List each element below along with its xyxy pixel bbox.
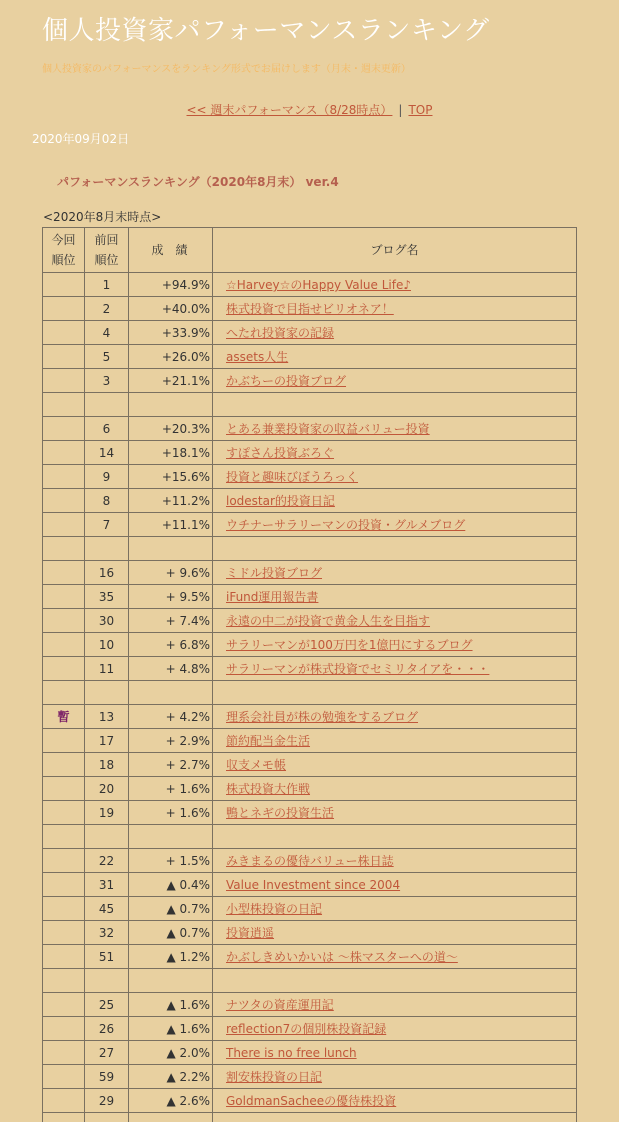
performance-cell bbox=[129, 945, 213, 969]
blog-name-cell bbox=[213, 1017, 577, 1041]
performance-value: + 6.8% bbox=[165, 637, 210, 652]
spacer-cell bbox=[129, 969, 213, 993]
blog-name-cell bbox=[213, 777, 577, 801]
current-rank-cell bbox=[43, 633, 85, 657]
previous-rank-cell: 29 bbox=[85, 1089, 129, 1113]
table-row bbox=[43, 873, 577, 897]
blog-link[interactable]: ミドル投資ブログ bbox=[226, 566, 323, 580]
table-row bbox=[43, 897, 577, 921]
current-rank-cell bbox=[43, 945, 85, 969]
blog-link[interactable]: 投資逍遥 bbox=[226, 926, 275, 940]
table-row bbox=[43, 921, 577, 945]
blog-name-cell bbox=[213, 513, 577, 537]
performance-value: + 4.2% bbox=[165, 709, 210, 724]
table-row bbox=[43, 369, 577, 393]
current-rank-cell bbox=[43, 1089, 85, 1113]
previous-rank-cell: 16 bbox=[85, 561, 129, 585]
blog-name-cell bbox=[213, 753, 577, 777]
current-rank-cell bbox=[43, 465, 85, 489]
nav-separator: | bbox=[398, 103, 403, 117]
performance-value: +11.1% bbox=[161, 517, 210, 532]
top-link[interactable]: TOP bbox=[408, 103, 433, 117]
table-row bbox=[43, 945, 577, 969]
performance-value: + 1.6% bbox=[165, 805, 210, 820]
blog-name-cell bbox=[213, 729, 577, 753]
blog-link[interactable]: かぶちーの投資ブログ bbox=[226, 374, 347, 388]
current-rank-cell bbox=[43, 1017, 85, 1041]
performance-cell bbox=[129, 849, 213, 873]
header-result-label: 成 績 bbox=[151, 243, 188, 257]
performance-cell bbox=[129, 489, 213, 513]
site-subtitle: 個人投資家のパフォーマンスをランキング形式でお届けします（月末・週末更新） bbox=[42, 64, 411, 75]
previous-rank-cell: 4 bbox=[85, 321, 129, 345]
spacer-cell bbox=[43, 393, 85, 417]
header-previous-rank-label: 前回 順位 bbox=[94, 233, 119, 267]
section-title: パフォーマンスランキング（2020年8月末） ver.4 bbox=[57, 175, 339, 189]
performance-cell bbox=[129, 321, 213, 345]
performance-cell bbox=[129, 1017, 213, 1041]
blog-name-cell bbox=[213, 633, 577, 657]
blog-link[interactable]: へたれ投資家の記録 bbox=[226, 326, 335, 340]
performance-cell bbox=[129, 273, 213, 297]
current-rank-cell bbox=[43, 801, 85, 825]
blog-link[interactable]: サラリーマンが100万円を1億円にするブログ bbox=[226, 638, 473, 652]
spacer-cell bbox=[43, 825, 85, 849]
performance-cell bbox=[129, 873, 213, 897]
previous-rank-cell: 14 bbox=[85, 441, 129, 465]
previous-rank-cell: 20 bbox=[85, 777, 129, 801]
table-row bbox=[43, 345, 577, 369]
current-rank-cell bbox=[43, 585, 85, 609]
table-spacer-row bbox=[43, 1113, 577, 1122]
as-of-date: <2020年8月末時点> bbox=[43, 210, 162, 224]
spacer-cell bbox=[129, 681, 213, 705]
current-rank-cell bbox=[43, 729, 85, 753]
blog-name-cell bbox=[213, 1041, 577, 1065]
table-row bbox=[43, 465, 577, 489]
table-header-row bbox=[43, 228, 577, 273]
performance-cell bbox=[129, 561, 213, 585]
site-title[interactable]: 個人投資家パフォーマンスランキング bbox=[42, 16, 490, 46]
current-rank-cell bbox=[43, 369, 85, 393]
blog-link[interactable]: lodestar的投資日記 bbox=[226, 494, 335, 508]
blog-name-cell bbox=[213, 465, 577, 489]
blog-name-cell bbox=[213, 849, 577, 873]
performance-cell bbox=[129, 465, 213, 489]
blog-link[interactable]: 収支メモ帳 bbox=[226, 758, 287, 772]
current-rank-cell bbox=[43, 993, 85, 1017]
performance-cell bbox=[129, 417, 213, 441]
previous-rank-cell: 5 bbox=[85, 345, 129, 369]
spacer-cell bbox=[85, 1113, 129, 1122]
table-spacer-row bbox=[43, 825, 577, 849]
header-result bbox=[129, 228, 213, 273]
performance-cell bbox=[129, 369, 213, 393]
blog-link[interactable]: iFund運用報告書 bbox=[226, 590, 319, 604]
performance-cell bbox=[129, 609, 213, 633]
performance-cell bbox=[129, 801, 213, 825]
previous-rank-cell: 18 bbox=[85, 753, 129, 777]
blog-name-cell bbox=[213, 609, 577, 633]
performance-cell bbox=[129, 897, 213, 921]
spacer-cell bbox=[85, 537, 129, 561]
blog-name-cell bbox=[213, 369, 577, 393]
performance-cell bbox=[129, 993, 213, 1017]
blog-name-cell bbox=[213, 345, 577, 369]
performance-cell bbox=[129, 1089, 213, 1113]
header-blog-name bbox=[213, 228, 577, 273]
performance-value: ▲ 2.6% bbox=[166, 1093, 210, 1108]
performance-value: ▲ 1.6% bbox=[166, 997, 210, 1012]
blog-link[interactable]: ウチナーサラリーマンの投資・グルメブログ bbox=[226, 518, 466, 532]
blog-link[interactable]: とある兼業投資家の収益バリュー投資 bbox=[226, 422, 430, 436]
spacer-cell bbox=[129, 1113, 213, 1122]
table-row bbox=[43, 705, 577, 729]
performance-value: +15.6% bbox=[161, 469, 210, 484]
blog-name-cell bbox=[213, 585, 577, 609]
header-current-rank bbox=[43, 228, 85, 273]
header-previous-rank bbox=[85, 228, 129, 273]
blog-name-cell bbox=[213, 657, 577, 681]
previous-rank-cell: 17 bbox=[85, 729, 129, 753]
previous-rank-cell: 59 bbox=[85, 1065, 129, 1089]
current-rank-cell bbox=[43, 1041, 85, 1065]
header-blog-name-label: ブログ名 bbox=[370, 243, 419, 257]
performance-cell bbox=[129, 345, 213, 369]
performance-value: ▲ 0.7% bbox=[166, 901, 210, 916]
performance-value: ▲ 2.2% bbox=[166, 1069, 210, 1084]
previous-rank-cell: 51 bbox=[85, 945, 129, 969]
previous-rank-cell: 8 bbox=[85, 489, 129, 513]
current-rank-cell bbox=[43, 777, 85, 801]
performance-value: +11.2% bbox=[161, 493, 210, 508]
performance-value: + 7.4% bbox=[165, 613, 210, 628]
current-rank-cell bbox=[43, 753, 85, 777]
performance-value: +18.1% bbox=[161, 445, 210, 460]
table-row bbox=[43, 273, 577, 297]
performance-cell bbox=[129, 1065, 213, 1089]
spacer-cell bbox=[43, 1113, 85, 1122]
blog-link[interactable]: Value Investment since 2004 bbox=[226, 877, 401, 892]
current-rank-cell bbox=[43, 297, 85, 321]
table-row bbox=[43, 1065, 577, 1089]
spacer-cell bbox=[85, 969, 129, 993]
blog-name-cell bbox=[213, 801, 577, 825]
blog-name-cell bbox=[213, 873, 577, 897]
performance-value: +40.0% bbox=[161, 301, 210, 316]
previous-rank-cell: 11 bbox=[85, 657, 129, 681]
blog-name-cell bbox=[213, 561, 577, 585]
spacer-cell bbox=[213, 537, 577, 561]
spacer-cell bbox=[213, 969, 577, 993]
blog-link[interactable]: 永遠の中二が投資で黄金人生を目指す bbox=[226, 614, 431, 628]
table-row bbox=[43, 849, 577, 873]
performance-value: +20.3% bbox=[161, 421, 210, 436]
table-row bbox=[43, 513, 577, 537]
performance-value: +33.9% bbox=[161, 325, 210, 340]
blog-name-cell bbox=[213, 1065, 577, 1089]
current-rank-cell bbox=[43, 705, 85, 729]
blog-link[interactable]: 株式投資で目指せビリオネア！ bbox=[226, 302, 394, 316]
previous-rank-cell: 31 bbox=[85, 873, 129, 897]
performance-cell bbox=[129, 705, 213, 729]
blog-name-cell bbox=[213, 897, 577, 921]
spacer-cell bbox=[213, 1113, 577, 1122]
table-row bbox=[43, 1089, 577, 1113]
performance-value: ▲ 0.7% bbox=[166, 925, 210, 940]
performance-value: + 4.8% bbox=[165, 661, 210, 676]
table-row bbox=[43, 489, 577, 513]
performance-cell bbox=[129, 633, 213, 657]
performance-cell bbox=[129, 1041, 213, 1065]
table-row bbox=[43, 633, 577, 657]
blog-link[interactable]: There is no free lunch bbox=[226, 1045, 357, 1060]
previous-rank-cell: 9 bbox=[85, 465, 129, 489]
spacer-cell bbox=[213, 825, 577, 849]
table-row bbox=[43, 441, 577, 465]
performance-cell bbox=[129, 513, 213, 537]
performance-value: +94.9% bbox=[161, 277, 210, 292]
spacer-cell bbox=[43, 537, 85, 561]
table-spacer-row bbox=[43, 969, 577, 993]
post-date: 2020年09月02日 bbox=[32, 132, 130, 146]
table-row bbox=[43, 729, 577, 753]
previous-rank-cell: 19 bbox=[85, 801, 129, 825]
performance-value: +26.0% bbox=[161, 349, 210, 364]
previous-rank-cell: 1 bbox=[85, 273, 129, 297]
previous-rank-cell: 25 bbox=[85, 993, 129, 1017]
previous-rank-cell: 13 bbox=[85, 705, 129, 729]
table-row bbox=[43, 1017, 577, 1041]
current-rank-cell bbox=[43, 489, 85, 513]
performance-cell bbox=[129, 657, 213, 681]
blog-link[interactable]: みきまるの優待バリュー株日誌 bbox=[226, 854, 394, 868]
blog-name-cell bbox=[213, 417, 577, 441]
spacer-cell bbox=[129, 393, 213, 417]
prev-week-link[interactable]: << 週末パフォーマンス（8/28時点） bbox=[186, 103, 393, 117]
previous-rank-cell: 22 bbox=[85, 849, 129, 873]
performance-value: ▲ 1.2% bbox=[166, 949, 210, 964]
table-row bbox=[43, 801, 577, 825]
performance-value: +21.1% bbox=[161, 373, 210, 388]
table-spacer-row bbox=[43, 393, 577, 417]
blog-link[interactable]: 割安株投資の日記 bbox=[226, 1070, 323, 1084]
current-rank-cell bbox=[43, 921, 85, 945]
table-row bbox=[43, 321, 577, 345]
current-rank-cell bbox=[43, 873, 85, 897]
current-rank-cell bbox=[43, 897, 85, 921]
spacer-cell bbox=[85, 825, 129, 849]
table-row bbox=[43, 609, 577, 633]
blog-link[interactable]: ☆Harvey☆のHappy Value Life♪ bbox=[226, 278, 411, 292]
previous-rank-cell: 7 bbox=[85, 513, 129, 537]
blog-name-cell bbox=[213, 993, 577, 1017]
blog-link[interactable]: 株式投資大作戦 bbox=[226, 782, 311, 796]
blog-link[interactable]: 理系会社員が株の勉強をするブログ bbox=[226, 710, 419, 724]
blog-link[interactable]: ナツタの資産運用記 bbox=[226, 998, 334, 1012]
blog-link[interactable]: すぽさん投資ぶろぐ bbox=[226, 446, 335, 460]
blog-name-cell bbox=[213, 441, 577, 465]
current-rank-cell bbox=[43, 441, 85, 465]
previous-rank-cell: 32 bbox=[85, 921, 129, 945]
table-row bbox=[43, 561, 577, 585]
table-row bbox=[43, 777, 577, 801]
table-row bbox=[43, 657, 577, 681]
blog-name-cell bbox=[213, 921, 577, 945]
blog-name-cell bbox=[213, 489, 577, 513]
performance-cell bbox=[129, 585, 213, 609]
performance-cell bbox=[129, 729, 213, 753]
performance-value: ▲ 0.4% bbox=[166, 877, 210, 892]
table-row bbox=[43, 753, 577, 777]
previous-rank-cell: 27 bbox=[85, 1041, 129, 1065]
blog-name-cell bbox=[213, 321, 577, 345]
spacer-cell bbox=[43, 969, 85, 993]
current-rank-cell bbox=[43, 849, 85, 873]
performance-cell bbox=[129, 777, 213, 801]
spacer-cell bbox=[85, 681, 129, 705]
previous-rank-cell: 2 bbox=[85, 297, 129, 321]
header-current-rank-label: 今回 順位 bbox=[51, 233, 76, 267]
current-rank-cell bbox=[43, 657, 85, 681]
performance-value: + 2.7% bbox=[165, 757, 210, 772]
table-row bbox=[43, 1041, 577, 1065]
previous-rank-cell: 26 bbox=[85, 1017, 129, 1041]
blog-link[interactable]: サラリーマンが株式投資でセミリタイアを・・・ bbox=[226, 662, 490, 676]
performance-value: + 9.5% bbox=[165, 589, 210, 604]
table-row bbox=[43, 585, 577, 609]
current-rank-cell bbox=[43, 417, 85, 441]
spacer-cell bbox=[213, 681, 577, 705]
ranking-table bbox=[42, 227, 577, 1122]
blog-link[interactable]: 節約配当金生活 bbox=[226, 734, 311, 748]
blog-name-cell bbox=[213, 705, 577, 729]
blog-link[interactable]: 鴨とネギの投資生活 bbox=[226, 806, 335, 820]
blog-link[interactable]: GoldmanSacheeの優待株投資 bbox=[226, 1094, 397, 1108]
current-rank-cell bbox=[43, 513, 85, 537]
blog-link[interactable]: assets人生 bbox=[226, 350, 289, 364]
spacer-cell bbox=[213, 393, 577, 417]
current-rank-cell bbox=[43, 561, 85, 585]
blog-name-cell bbox=[213, 273, 577, 297]
performance-value: + 2.9% bbox=[165, 733, 210, 748]
blog-link[interactable]: かぶしきめいかいは ～株マスターへの道～ bbox=[226, 950, 458, 964]
table-row bbox=[43, 297, 577, 321]
blog-name-cell bbox=[213, 945, 577, 969]
blog-link[interactable]: 投資と趣味びぼうろっく bbox=[226, 470, 359, 484]
blog-link[interactable]: reflection7の個別株投資記録 bbox=[226, 1022, 387, 1036]
previous-rank-cell: 45 bbox=[85, 897, 129, 921]
spacer-cell bbox=[129, 537, 213, 561]
current-rank-cell bbox=[43, 321, 85, 345]
previous-rank-cell: 35 bbox=[85, 585, 129, 609]
performance-cell bbox=[129, 441, 213, 465]
performance-value: ▲ 2.0% bbox=[166, 1045, 210, 1060]
blog-link[interactable]: 小型株投資の日記 bbox=[226, 902, 323, 916]
performance-cell bbox=[129, 753, 213, 777]
performance-cell bbox=[129, 297, 213, 321]
provisional-badge: 暫 bbox=[57, 710, 70, 724]
spacer-cell bbox=[43, 681, 85, 705]
current-rank-cell bbox=[43, 609, 85, 633]
current-rank-cell bbox=[43, 1065, 85, 1089]
table-spacer-row bbox=[43, 537, 577, 561]
current-rank-cell bbox=[43, 273, 85, 297]
previous-rank-cell: 3 bbox=[85, 369, 129, 393]
spacer-cell bbox=[129, 825, 213, 849]
blog-name-cell bbox=[213, 297, 577, 321]
table-row bbox=[43, 417, 577, 441]
ranking-body bbox=[43, 273, 577, 1122]
performance-value: + 1.6% bbox=[165, 781, 210, 796]
current-rank-cell bbox=[43, 345, 85, 369]
blog-name-cell bbox=[213, 1089, 577, 1113]
performance-value: ▲ 1.6% bbox=[166, 1021, 210, 1036]
top-navigation bbox=[0, 101, 619, 118]
spacer-cell bbox=[85, 393, 129, 417]
performance-value: + 1.5% bbox=[165, 853, 210, 868]
previous-rank-cell: 10 bbox=[85, 633, 129, 657]
table-row bbox=[43, 993, 577, 1017]
table-spacer-row bbox=[43, 681, 577, 705]
previous-rank-cell: 6 bbox=[85, 417, 129, 441]
previous-rank-cell: 30 bbox=[85, 609, 129, 633]
performance-value: + 9.6% bbox=[165, 565, 210, 580]
performance-cell bbox=[129, 921, 213, 945]
